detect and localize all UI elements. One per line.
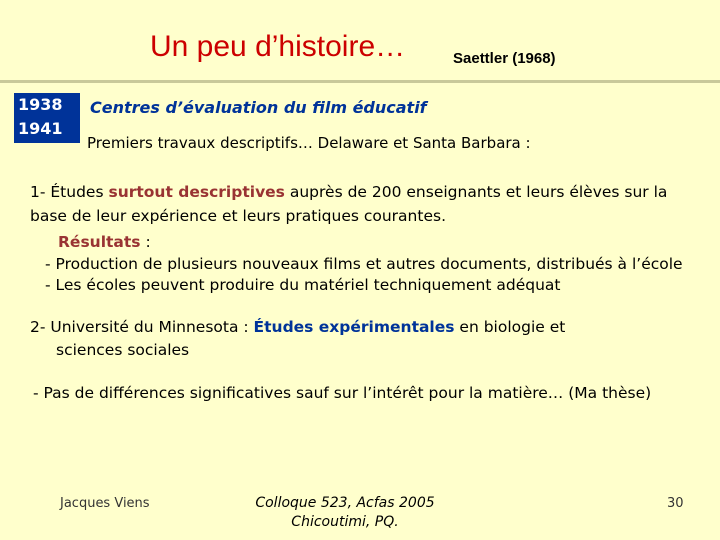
point-2-prefix: 2- Université du Minnesota :	[30, 318, 254, 336]
point-3: - Pas de différences significatives sauf sur l’intérêt pour la matière… (Ma thèse)	[33, 384, 652, 402]
results-heading	[58, 233, 151, 251]
year-1938: 1938	[18, 95, 63, 114]
point-2-suffix: en biologie et	[454, 318, 566, 336]
point-2-line2: sciences sociales	[56, 341, 190, 359]
years-badge	[14, 93, 80, 143]
point-1-prefix: 1- Études	[30, 183, 109, 201]
intro-heading: Centres d’évaluation du film éducatif	[90, 98, 427, 117]
footer-event-line1: Colloque 523, Acfas 2005	[255, 495, 435, 511]
point-2-highlight: Études expérimentales	[253, 318, 455, 336]
footer-author: Jacques Viens	[60, 496, 150, 511]
slide-subtitle: Saettler (1968)	[453, 50, 556, 67]
point-1-line2: base de leur expérience et leurs pratiques courantes.	[30, 207, 446, 225]
page-number: 30	[667, 496, 684, 511]
title-divider	[0, 80, 720, 83]
point-2	[30, 318, 565, 336]
point-1-highlight: surtout descriptives	[108, 183, 285, 201]
results-label: Résultats	[58, 233, 141, 251]
results-item: - Production de plusieurs nouveaux films et autres documents, distribués à l’école	[45, 255, 683, 273]
slide-title: Un peu d’histoire…	[150, 30, 406, 63]
point-1-suffix: auprès de 200 enseignants et leurs élèves sur la	[284, 183, 668, 201]
results-item: - Les écoles peuvent produire du matériel techniquement adéquat	[45, 276, 561, 294]
intro-text: Premiers travaux descriptifs… Delaware et Santa Barbara :	[87, 134, 531, 152]
footer-event	[230, 494, 460, 532]
results-colon: :	[140, 233, 151, 251]
year-1941: 1941	[18, 119, 63, 138]
footer-event-line2: Chicoutimi, PQ.	[291, 514, 399, 530]
point-1	[30, 180, 667, 228]
